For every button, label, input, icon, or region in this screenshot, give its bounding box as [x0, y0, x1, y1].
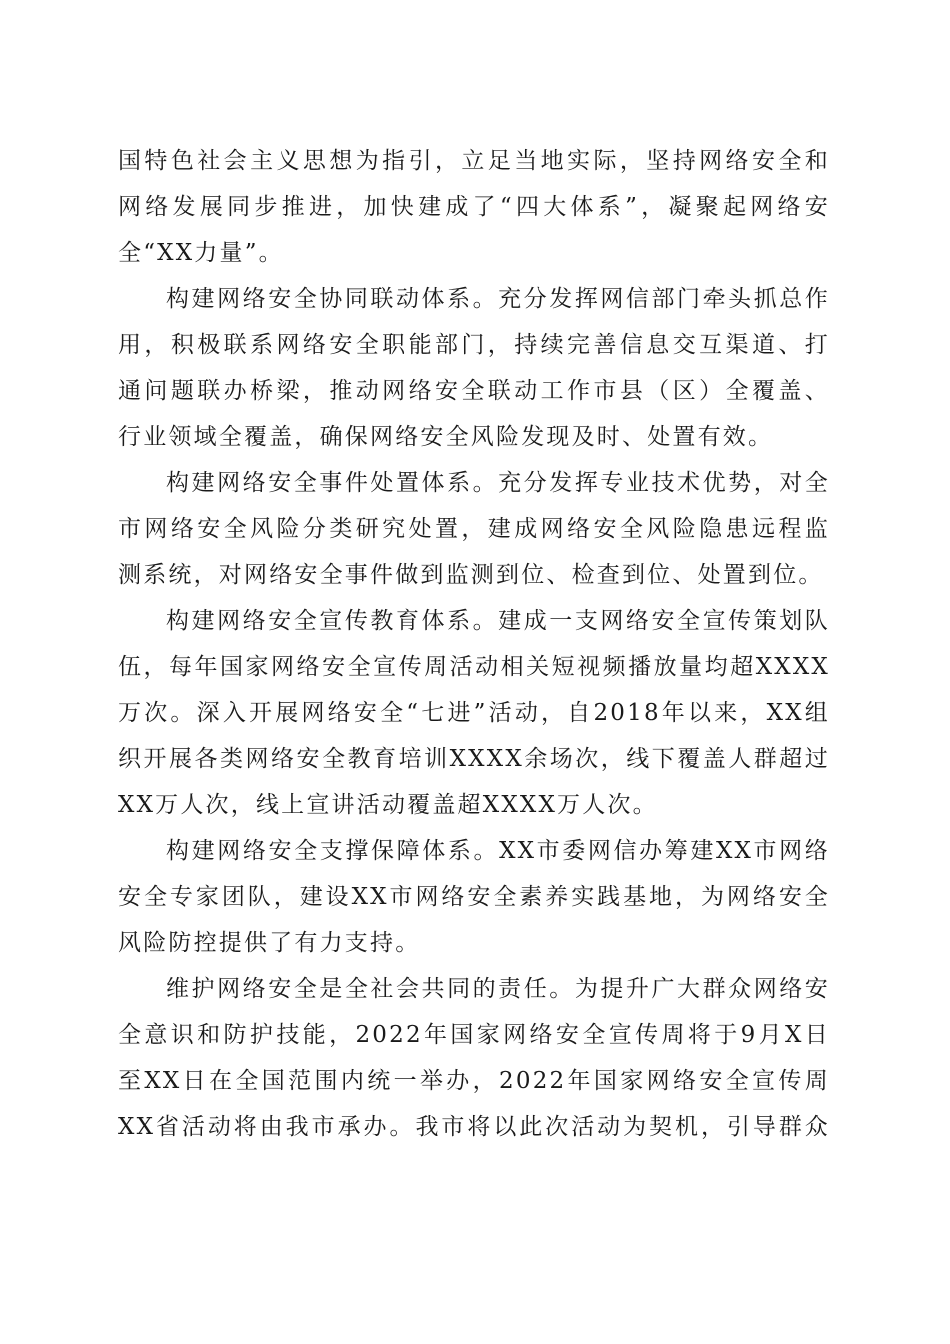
text-line: 至XX日在全国范围内统一举办，2022年国家网络安全宣传周	[118, 1068, 830, 1094]
text-line: 织开展各类网络安全教育培训XXXX余场次，线下覆盖人群超过	[118, 746, 830, 772]
paragraph-support-system	[118, 828, 830, 966]
text-line: 构建网络安全宣传教育体系。建成一支网络安全宣传策划队	[166, 608, 830, 634]
paragraph-education-system	[118, 598, 830, 828]
paragraph-continuation	[118, 138, 830, 276]
text-line: 构建网络安全支撑保障体系。XX市委网信办筹建XX市网络	[166, 838, 830, 864]
text-line: 通问题联办桥梁，推动网络安全联动工作市县（区）全覆盖、	[118, 378, 830, 404]
text-line: 维护网络安全是全社会共同的责任。为提升广大群众网络安	[166, 976, 830, 1002]
paragraph-security-week	[118, 966, 830, 1150]
text-line: 测系统，对网络安全事件做到监测到位、检查到位、处置到位。	[118, 562, 824, 588]
text-line: 万次。深入开展网络安全“七进”活动，自2018年以来，XX组	[118, 700, 830, 726]
text-line: 安全专家团队，建设XX市网络安全素养实践基地，为网络安全	[118, 884, 830, 910]
text-line: 国特色社会主义思想为指引，立足当地实际，坚持网络安全和	[118, 148, 830, 174]
text-line: 伍，每年国家网络安全宣传周活动相关短视频播放量均超XXXX	[118, 654, 830, 680]
paragraph-incident-handling-system	[118, 460, 830, 598]
text-line: XX省活动将由我市承办。我市将以此次活动为契机，引导群众	[118, 1114, 830, 1140]
text-line: 用，积极联系网络安全职能部门，持续完善信息交互渠道、打	[118, 332, 830, 358]
text-line: 全“XX力量”。	[118, 240, 284, 266]
text-line: 构建网络安全协同联动体系。充分发挥网信部门牵头抓总作	[166, 286, 830, 312]
paragraph-collaboration-system	[118, 276, 830, 460]
text-line: 行业领域全覆盖，确保网络安全风险发现及时、处置有效。	[118, 424, 774, 450]
document-page	[118, 138, 830, 1150]
text-line: 网络发展同步推进，加快建成了“四大体系”，凝聚起网络安	[118, 194, 830, 220]
text-line: 构建网络安全事件处置体系。充分发挥专业技术优势，对全	[166, 470, 830, 496]
text-line: 市网络安全风险分类研究处置，建成网络安全风险隐患远程监	[118, 516, 830, 542]
text-line: XX万人次，线上宣讲活动覆盖超XXXX万人次。	[118, 792, 658, 818]
text-line: 全意识和防护技能，2022年国家网络安全宣传周将于9月X日	[118, 1022, 830, 1048]
text-line: 风险防控提供了有力支持。	[118, 930, 421, 956]
